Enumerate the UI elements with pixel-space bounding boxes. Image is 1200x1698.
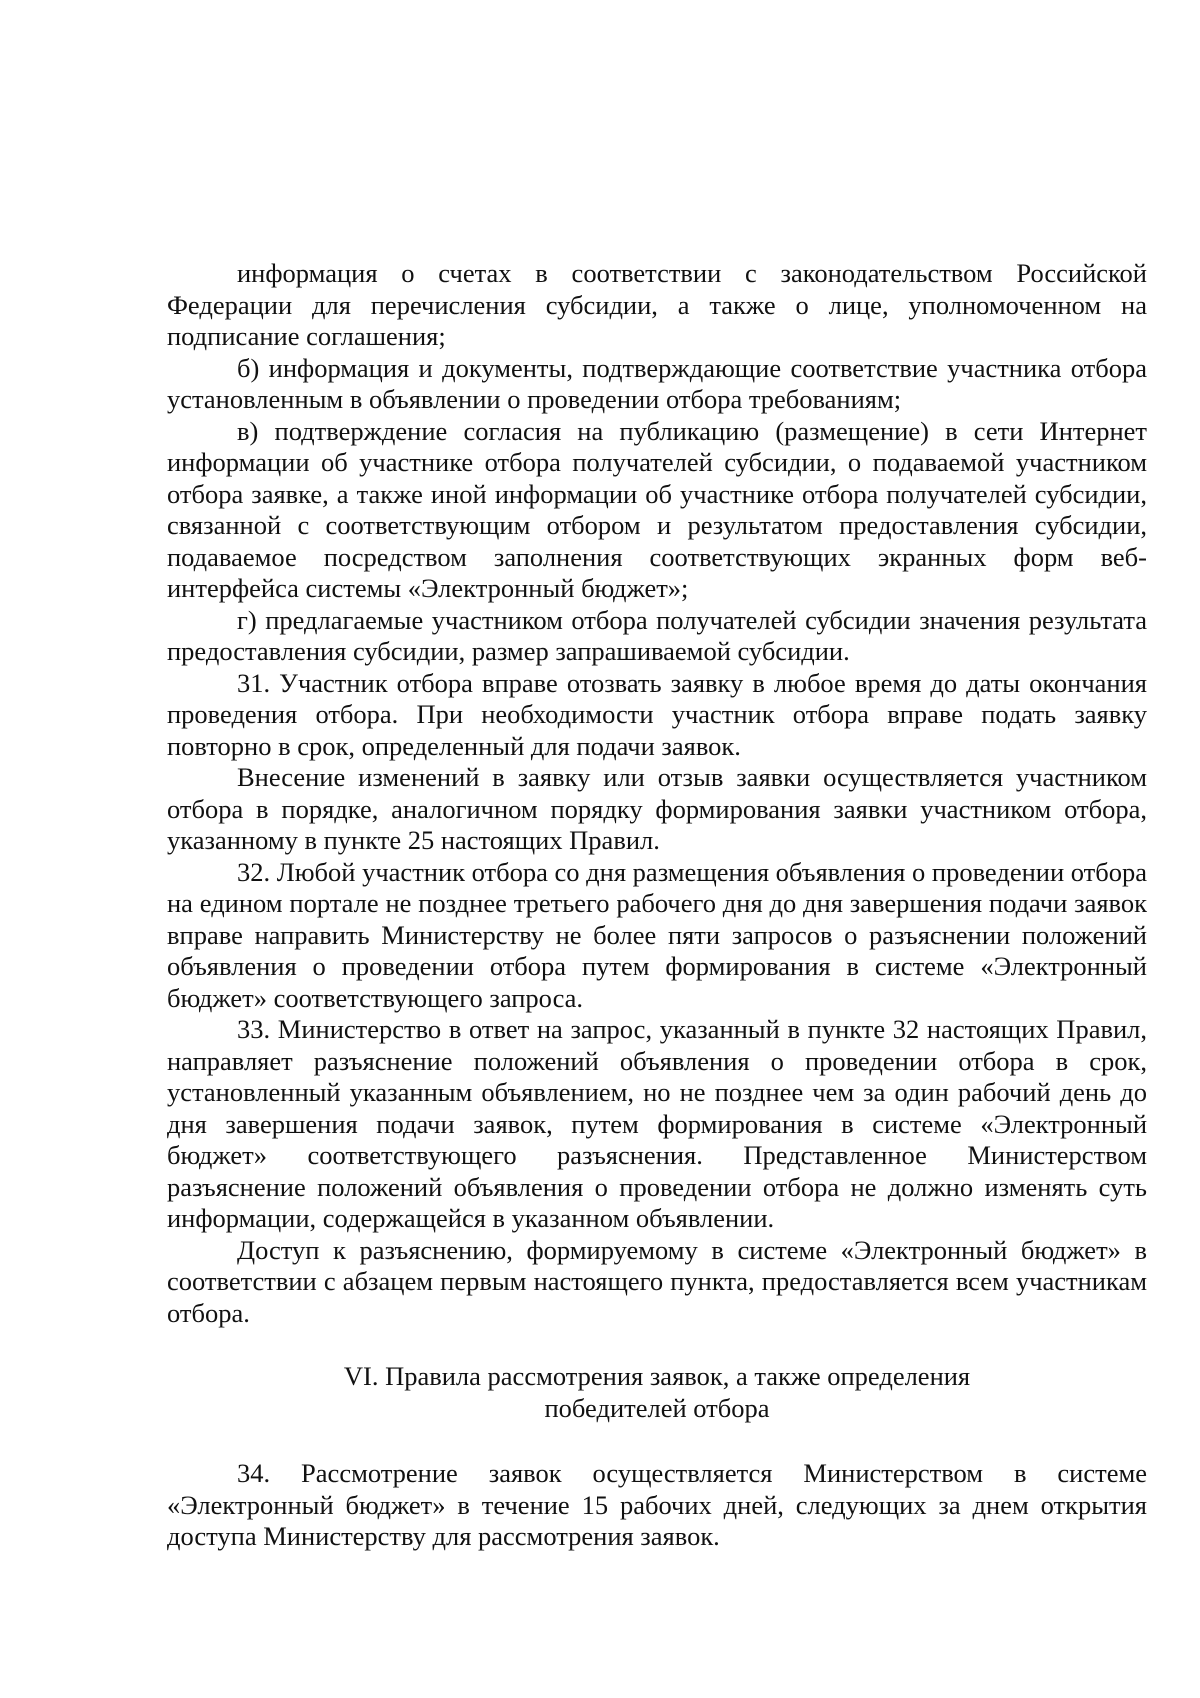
paragraph-account-info: информация о счетах в соответствии с законодательством Российской Федерации для перечисления субсидии, а также о лице, уполномоченном на подписание соглашения; [167,258,1147,351]
section-heading [167,1361,1147,1424]
paragraph-item-b: б) информация и документы, подтверждающие соответствие участника отбора установленным в объявлении о проведении отбора требованиям; [167,352,1147,414]
paragraph-31-changes: Внесение изменений в заявку или отзыв заявки осуществляется участником отбора в порядке, аналогичном порядку формирования заявки участником отбора, указанному в пункте 25 настоящих Правил. [167,762,1147,855]
paragraph-33-access: Доступ к разъяснению, формируемому в системе «Электронный бюджет» в соответствии с абзацем первым настоящего пункта, предоставляется всем участникам отбора. [167,1234,1147,1328]
section-heading-line-1: VI. Правила рассмотрения заявок, а также определения [343,1361,971,1391]
paragraph-34: 34. Рассмотрение заявок осуществляется Министерством в системе «Электронный бюджет» в течение 15 рабочих дней, следующих за днем открытия доступа Министерству для рассмотрения заявок. [167,1458,1147,1551]
paragraph-33: 33. Министерство в ответ на запрос, указанный в пункте 32 настоящих Правил, направляет разъяснение положений объявления о проведении отбора в срок, установленный указанным объявлением, но не позднее чем за один рабочий день до дня завершения подачи заявок, путем формирования в системе «Электронный бюджет» соответствующего разъяснения. Представленное Министерством разъяснение положений объявления о проведении отбора не должно изменять суть информации, содержащейся в указанном объявлении. [167,1014,1147,1233]
paragraph-item-v: в) подтверждение согласия на публикацию (размещение) в сети Интернет информации об участнике отбора получателей субсидии, о подаваемой участником отбора заявке, а также иной информации об участнике отбора получателей субсидии, связанной с соответствующим отбором и результатом предоставления субсидии, подаваемое посредством заполнения соответствующих экранных форм веб-интерфейса системы «Электронный бюджет»; [167,415,1147,603]
section-heading-line-2: победителей отбора [544,1392,770,1423]
paragraph-31: 31. Участник отбора вправе отозвать заявку в любое время до даты окончания проведения отбора. При необходимости участник отбора вправе подать заявку повторно в срок, определенный для подачи заявок. [167,667,1147,761]
document-page [167,258,1147,1553]
paragraph-32: 32. Любой участник отбора со дня размещения объявления о проведении отбора на едином портале не позднее третьего рабочего дня до дня завершения подачи заявок вправе направить Министерству не более пяти запросов о разъяснении положений объявления о проведении отбора путем формирования в системе «Электронный бюджет» соответствующего запроса. [167,856,1147,1013]
paragraph-item-g: г) предлагаемые участником отбора получателей субсидии значения результата предоставления субсидии, размер запрашиваемой субсидии. [167,604,1147,666]
